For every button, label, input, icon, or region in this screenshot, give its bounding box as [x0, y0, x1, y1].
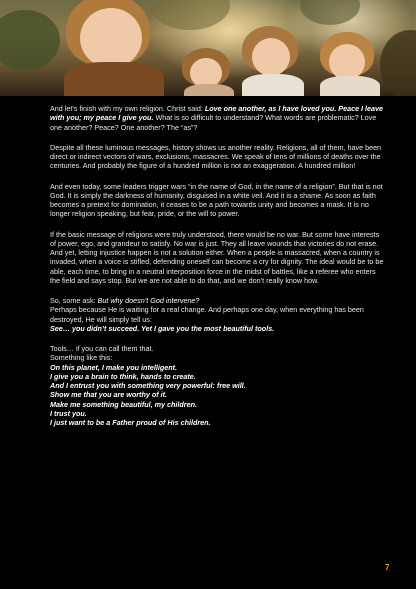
article-body — [50, 104, 384, 427]
text-run: Despite all these luminous messages, history shows us another reality. Religions, all of them, have been direct or indirect vectors of wars, exclusions, massacres. We speak of tens of millions of deaths over the centuries. And probably the figure of a hundred million is not an exaggeration. A hundred million! — [50, 142, 382, 171]
question-prefix: So, some ask: — [50, 296, 98, 305]
tools-line: I give you a brain to think, hands to create. — [50, 371, 196, 381]
tools-line: And I entrust you with something very powerful: free will. — [50, 381, 246, 390]
tools-line: On this planet, I make you intelligent. — [50, 362, 177, 372]
tools-intro-2: Something like this: — [50, 353, 113, 363]
tools-line: I trust you. — [50, 408, 87, 418]
god-question-block — [50, 296, 384, 333]
answer-text: Perhaps because He is waiting for a real change. And perhaps one day, when everything has been destroyed, He will simply tell us: — [50, 305, 364, 324]
paragraph-4 — [50, 230, 384, 286]
tools-line: Show me that you are worthy of it. — [50, 390, 168, 400]
text-run: And let’s finish with my own religion. Christ said: — [50, 104, 205, 113]
god-quote: See… you didn’t succeed. Yet I gave you the most beautiful tools. — [50, 323, 275, 333]
tools-line: Make me something beautiful, my children. — [50, 399, 197, 409]
paragraph-1 — [50, 104, 384, 132]
question-text: But why doesn’t God intervene? — [97, 296, 200, 305]
tools-intro-1: Tools… if you can call them that. — [50, 344, 154, 353]
tools-block — [50, 344, 384, 427]
header-photo-children — [0, 0, 416, 96]
text-run: What is so difficult to understand? What words are problematic? Love one another? Peace? One another? The “as”? — [50, 113, 377, 132]
tools-line: I just want to be a Father proud of His children. — [50, 418, 211, 427]
bible-quote: Love one another, as I have loved you. Peace I leave with you; my peace I give you. — [50, 104, 384, 123]
paragraph-2 — [50, 143, 384, 171]
question-line — [50, 296, 384, 305]
page-number: 7 — [385, 563, 390, 572]
text-run: And even today, some leaders trigger wars “in the name of God, in the name of a religion”. But that is not God. It is simply the darkness of humanity, disguised in a white veil. And it is a shame. As soon as faith becomes a pretext for domination, it ceases to be a path towards unity and becomes a mask. It is no longer religion speaking, but fear, pride, or the will to power. — [50, 181, 383, 219]
paragraph-3 — [50, 182, 384, 219]
text-run: If the basic message of religions were truly understood, there would be no war. But some have interests of power, ego, and grandeur to satisfy. No war is just. They all leave wounds that victories do not erase. And yet, letting injustice happen is not a solution either. When a people is massacred, when a country is invaded, when a voice is stifled, defending oneself can become a cry for dignity. The ideal would be to be able, each time, to bring in a neutral interposition force in the midst of battles, like a referee who enters the field and says stop. But we are not able to do that, and we don’t really know how. — [50, 229, 384, 285]
